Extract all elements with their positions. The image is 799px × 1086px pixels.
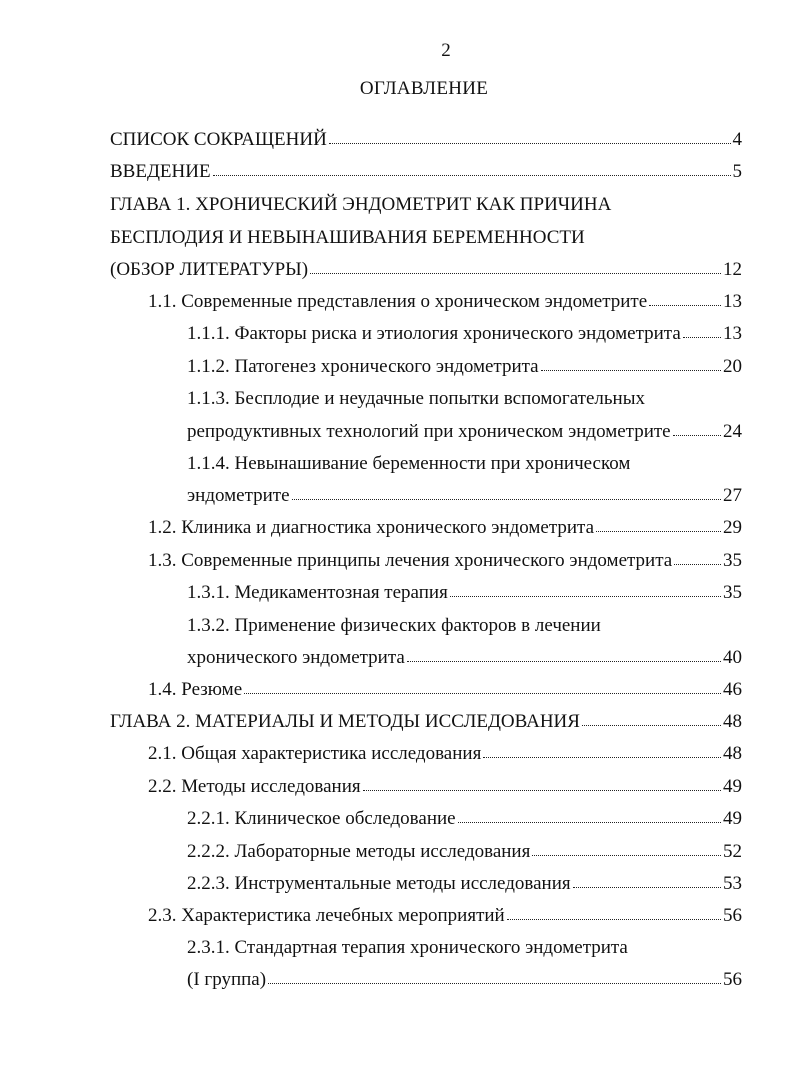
dot-leader <box>363 774 721 791</box>
toc-entry-chapter1-line1: ГЛАВА 1. ХРОНИЧЕСКИЙ ЭНДОМЕТРИТ КАК ПРИЧИНА <box>110 194 612 215</box>
toc-entry-label: 1.1.2. Патогенез хронического эндометрита <box>187 356 539 377</box>
toc-entry-1-1-2[interactable] <box>187 355 742 379</box>
toc-entry-page: 48 <box>723 743 742 764</box>
dot-leader <box>573 871 721 888</box>
toc-entry-label: 1.1.1. Факторы риска и этиология хронического эндометрита <box>187 323 681 344</box>
toc-entry-label: 1.3.1. Медикаментозная терапия <box>187 582 448 603</box>
toc-entry-label: 2.2. Методы исследования <box>148 776 361 797</box>
toc-entry-chapter1-line2: БЕСПЛОДИЯ И НЕВЫНАШИВАНИЯ БЕРЕМЕННОСТИ <box>110 227 585 248</box>
toc-entry-2-3[interactable] <box>148 904 742 928</box>
toc-entry-label: (ОБЗОР ЛИТЕРАТУРЫ) <box>110 259 309 280</box>
toc-entry-page: 46 <box>723 679 742 700</box>
toc-entry-2-2-1[interactable] <box>187 807 742 831</box>
toc-entry-page: 29 <box>723 517 742 538</box>
toc-entry-1-3[interactable] <box>148 549 742 573</box>
toc-entry-label: ВВЕДЕНИЕ <box>110 161 211 182</box>
dot-leader <box>244 677 721 694</box>
dot-leader <box>483 741 721 758</box>
toc-entry-page: 20 <box>723 356 742 377</box>
toc-entry-page: 49 <box>723 776 742 797</box>
toc-entry-2-3-1-line1: 2.3.1. Стандартная терапия хронического эндометрита <box>187 937 628 958</box>
dot-leader <box>407 645 721 662</box>
toc-entry-1-1-1[interactable] <box>187 322 742 346</box>
toc-entry-introduction[interactable] <box>110 160 742 184</box>
toc-entry-page: 35 <box>723 550 742 571</box>
toc-title: ОГЛАВЛЕНИЕ <box>359 78 489 99</box>
dot-leader <box>213 159 731 176</box>
toc-entry-page: 48 <box>723 711 742 732</box>
dot-leader <box>507 903 721 920</box>
toc-entry-page: 13 <box>723 291 742 312</box>
toc-entry-1-1-3-line1: 1.1.3. Бесплодие и неудачные попытки вспомогательных <box>187 388 645 409</box>
toc-entry-page: 35 <box>723 582 742 603</box>
dot-leader <box>649 289 721 306</box>
dot-leader <box>458 806 721 823</box>
toc-entry-page: 56 <box>723 969 742 990</box>
toc-entry-1-3-2[interactable] <box>187 646 742 670</box>
toc-entry-1-1[interactable] <box>148 290 742 314</box>
toc-entry-page: 27 <box>723 485 742 506</box>
toc-entry-label: репродуктивных технологий при хроническом эндометрите <box>187 421 671 442</box>
dot-leader <box>683 321 721 338</box>
dot-leader <box>268 967 721 984</box>
toc-entry-label: эндометрите <box>187 485 290 506</box>
toc-entry-1-4[interactable] <box>148 678 742 702</box>
toc-entry-chapter2[interactable] <box>110 710 742 734</box>
dot-leader <box>673 419 721 436</box>
toc-entry-1-3-2-line1: 1.3.2. Применение физических факторов в лечении <box>187 615 601 636</box>
toc-entry-label: 1.1. Современные представления о хроническом эндометрите <box>148 291 648 312</box>
toc-entry-2-1[interactable] <box>148 742 742 766</box>
dot-leader <box>532 839 721 856</box>
toc-entry-label: 2.3. Характеристика лечебных мероприятий <box>148 905 505 926</box>
toc-entry-2-2-3[interactable] <box>187 872 742 896</box>
toc-entry-label: 1.4. Резюме <box>148 679 243 700</box>
toc-entry-page: 53 <box>723 873 742 894</box>
toc-entry-abbreviations[interactable] <box>110 128 742 152</box>
toc-entry-1-1-4-line1: 1.1.4. Невынашивание беременности при хроническом <box>187 453 631 474</box>
toc-entry-page: 49 <box>723 808 742 829</box>
toc-entry-1-2[interactable] <box>148 516 742 540</box>
toc-entry-page: 52 <box>723 841 742 862</box>
toc-entry-label: 2.2.1. Клиническое обследование <box>187 808 456 829</box>
toc-entry-2-3-1[interactable] <box>187 968 742 992</box>
toc-entry-page: 4 <box>732 129 742 150</box>
toc-entry-label: 1.2. Клиника и диагностика хронического эндометрита <box>148 517 595 538</box>
dot-leader <box>596 515 721 532</box>
dot-leader <box>674 548 721 565</box>
toc-entry-page: 24 <box>723 421 742 442</box>
dot-leader <box>541 354 721 371</box>
toc-entry-page: 56 <box>723 905 742 926</box>
dot-leader <box>582 709 721 726</box>
dot-leader <box>292 483 721 500</box>
toc-entry-label: ГЛАВА 2. МАТЕРИАЛЫ И МЕТОДЫ ИССЛЕДОВАНИЯ <box>110 711 580 732</box>
toc-entry-label: хронического эндометрита <box>187 647 405 668</box>
toc-entry-1-1-3[interactable] <box>187 420 742 444</box>
toc-entry-page: 12 <box>723 259 742 280</box>
toc-entry-page: 5 <box>732 161 742 182</box>
dot-leader <box>310 257 721 274</box>
toc-entry-label: (I группа) <box>187 969 267 990</box>
toc-entry-chapter1[interactable] <box>110 258 742 282</box>
toc-entry-label: 1.3. Современные принципы лечения хронического эндометрита <box>148 550 673 571</box>
toc-entry-1-3-1[interactable] <box>187 581 742 605</box>
dot-leader <box>450 580 721 597</box>
page-number: 2 <box>441 40 451 61</box>
dot-leader <box>329 127 731 144</box>
toc-entry-2-2[interactable] <box>148 775 742 799</box>
toc-entry-label: 2.2.3. Инструментальные методы исследования <box>187 873 571 894</box>
toc-entry-page: 40 <box>723 647 742 668</box>
toc-entry-1-1-4[interactable] <box>187 484 742 508</box>
toc-entry-label: 2.2.2. Лабораторные методы исследования <box>187 841 531 862</box>
toc-entry-2-2-2[interactable] <box>187 840 742 864</box>
toc-entry-page: 13 <box>723 323 742 344</box>
toc-entry-label: 2.1. Общая характеристика исследования <box>148 743 482 764</box>
toc-entry-label: СПИСОК СОКРАЩЕНИЙ <box>110 129 327 150</box>
